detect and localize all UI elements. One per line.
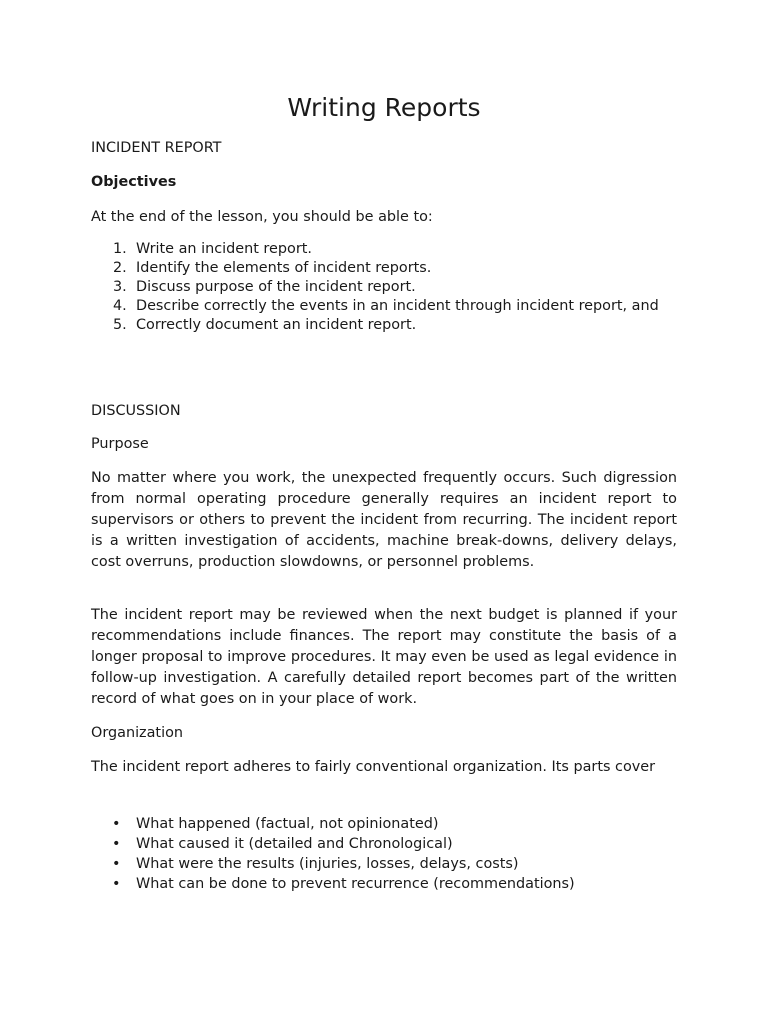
list-number: 1. [113, 241, 127, 257]
list-item-text: Discuss purpose of the incident report. [136, 279, 416, 295]
objectives-heading: Objectives [91, 174, 177, 190]
purpose-paragraph-1: No matter where you work, the unexpected frequently occurs. Such digression from normal operating procedure generally requires an incident report to supervisors or others to prevent the incident from recurring. The incident report is a written investigation of accidents, machine break-downs, delivery delays, cost overruns, production slowdowns, or personnel problems. [91, 470, 677, 570]
bullet-icon: • [112, 876, 121, 892]
list-item [91, 240, 677, 259]
list-item-text: Identify the elements of incident reports. [136, 260, 432, 276]
parts-list [91, 814, 677, 894]
list-number: 3. [113, 279, 127, 295]
list-item [91, 834, 677, 854]
bullet-icon: • [112, 816, 121, 832]
organization-heading: Organization [91, 725, 184, 741]
objectives-intro: At the end of the lesson, you should be able to: [91, 209, 433, 225]
objectives-list [91, 240, 677, 335]
list-item [91, 278, 677, 297]
organization-intro: The incident report adheres to fairly conventional organization. Its parts cover [91, 759, 656, 775]
list-item [91, 814, 677, 834]
list-item [91, 259, 677, 278]
list-number: 4. [113, 298, 127, 314]
bullet-icon: • [112, 836, 121, 852]
list-item-text: What were the results (injuries, losses, delays, costs) [136, 856, 519, 872]
list-item [91, 874, 677, 894]
list-item-text: What can be done to prevent recurrence (recommendations) [136, 876, 575, 892]
list-item [91, 854, 677, 874]
list-number: 5. [113, 317, 127, 333]
purpose-heading: Purpose [91, 436, 149, 452]
list-item-text: What caused it (detailed and Chronological) [136, 836, 453, 852]
document-title: Writing Reports [287, 93, 481, 122]
bullet-icon: • [112, 856, 121, 872]
list-item-text: What happened (factual, not opinionated) [136, 816, 439, 832]
list-item [91, 316, 677, 335]
purpose-paragraph-2: The incident report may be reviewed when the next budget is planned if your recommendations include finances. The report may constitute the basis of a longer proposal to improve procedures. It may even be used as legal evidence in follow-up investigation. A carefully detailed report becomes part of the written record of what goes on in your place of work. [91, 607, 677, 707]
list-item-text: Write an incident report. [136, 241, 312, 257]
section-label: INCIDENT REPORT [91, 140, 222, 156]
discussion-heading: DISCUSSION [91, 403, 181, 419]
list-item-text: Correctly document an incident report. [136, 317, 417, 333]
list-number: 2. [113, 260, 127, 276]
list-item-text: Describe correctly the events in an incident through incident report, and [136, 298, 659, 314]
list-item [91, 297, 677, 316]
